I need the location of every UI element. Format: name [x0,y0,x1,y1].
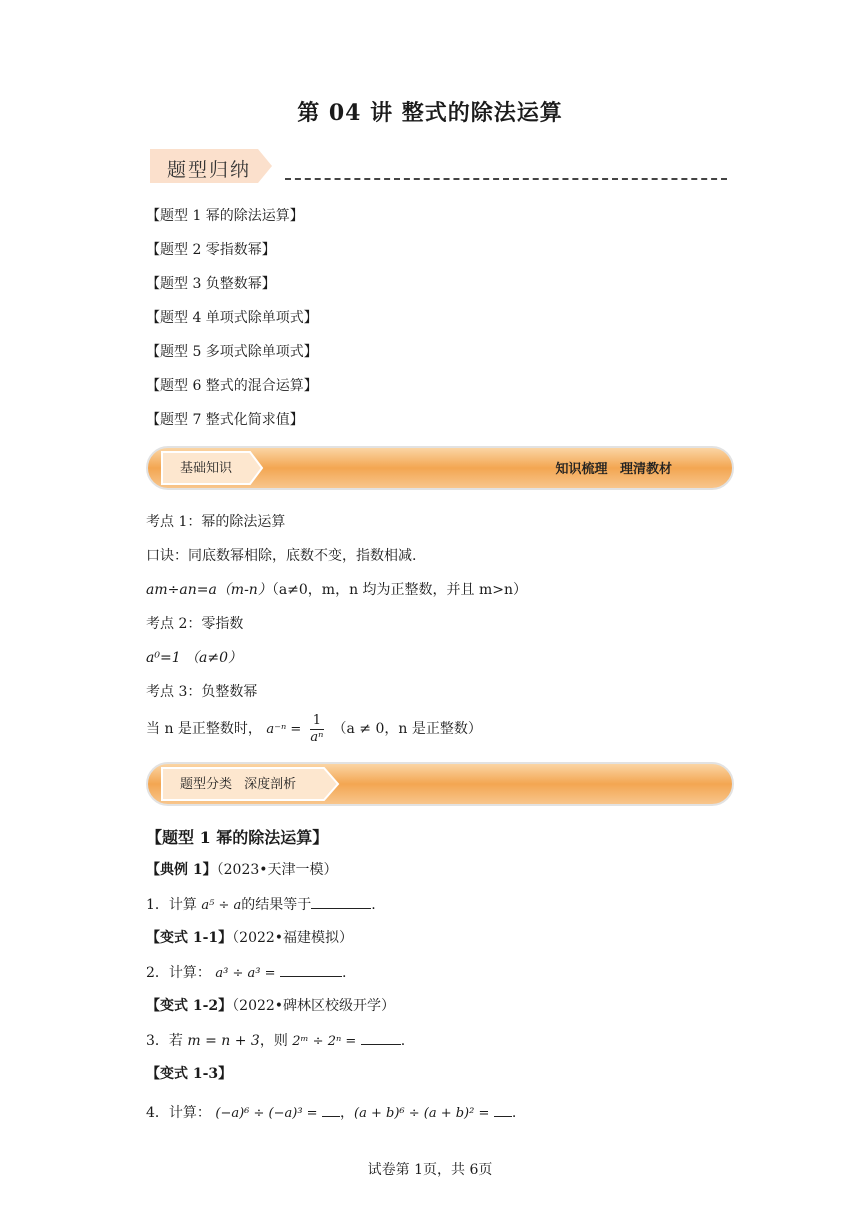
math-expression: a³ ÷ a³ = [215,966,276,981]
knowledge-point-3: 考点 3：负整数幂 [146,684,258,700]
question-text: ，则 [259,1033,288,1049]
banner-label-left: 基础知识 [180,461,233,476]
toc-item: 【题型 6 整式的混合运算】 [146,378,318,394]
banner-label-right: 知识梳理 理清教材 [555,462,672,477]
formula-3 [146,712,482,747]
question-1: 1．计算 a⁵ ÷ a的结果等于 . [146,894,376,916]
formula-3-lhs: a⁻ⁿ = [266,722,302,737]
formula-3-prefix: 当 n 是正整数时， [146,721,262,737]
fraction-denominator: aⁿ [310,729,324,745]
math-expression: (a + b)⁶ ÷ (a + b)² = [354,1106,490,1121]
variant-tag: 【变式 1-2】 [146,998,233,1014]
question-number: 3．若 [146,1033,183,1049]
variant-1-3-header [146,1064,232,1084]
question-number: 1．计算 [146,897,197,913]
question-4: 4．计算： (−a)⁶ ÷ (−a)³ = ，(a + b)⁶ ÷ (a + b)² = . [146,1102,516,1124]
page-footer: 试卷第 1页，共 6页 [367,1162,493,1178]
math-expression: 2ᵐ ÷ 2ⁿ = [292,1034,357,1049]
math-expression: a⁵ ÷ a [201,898,242,913]
toc-item: 【题型 2 零指数幂】 [146,242,276,258]
math-expression: m = n + 3 [187,1033,260,1049]
formula-2: a⁰=1 （a≠0） [146,650,243,666]
formula-1-condition: （a≠0，m，n 均为正整数，并且 m>n） [271,582,528,598]
variant-1-2-header [146,996,395,1016]
variant-source: （2022•福建模拟） [232,930,354,946]
toc-item: 【题型 5 多项式除单项式】 [146,344,318,360]
question-2: 2．计算： a³ ÷ a³ = . [146,962,346,984]
banner-question-types [146,761,734,807]
knowledge-point-2: 考点 2：零指数 [146,616,244,632]
question-3: 3．若 m = n + 3，则 2ᵐ ÷ 2ⁿ = . [146,1030,405,1052]
answer-blank [361,1030,401,1045]
toc-item: 【题型 1 幂的除法运算】 [146,208,304,224]
question-number: 4．计算： [146,1105,211,1121]
variant-source: （2022•碑林区校级开学） [232,998,396,1014]
example-source: （2023•天津一模） [216,862,338,878]
math-expression: (−a)⁶ ÷ (−a)³ = [215,1106,318,1121]
formula-1-main: am÷an=a（m-n） [146,582,272,598]
toc-item: 【题型 7 整式化简求值】 [146,412,304,428]
variant-tag: 【变式 1-3】 [146,1066,233,1082]
section-heading: 【题型 1 幂的除法运算】 [146,828,329,847]
formula-3-condition: （a ≠ 0，n 是正整数） [332,721,482,737]
separator: ， [340,1105,355,1121]
toc-item: 【题型 4 单项式除单项式】 [146,310,318,326]
section-tag-label: 题型归纳 [167,159,252,181]
example-tag: 【典例 1】 [146,862,217,878]
dashed-divider [285,178,727,180]
fraction [310,713,324,746]
formula-1 [146,580,527,600]
section-tag [150,149,272,183]
page-title: 第 04 讲 整式的除法运算 [297,100,563,126]
toc-item: 【题型 3 负整数幂】 [146,276,276,292]
variant-tag: 【变式 1-1】 [146,930,233,946]
banner-label-left: 题型分类 深度剖析 [180,777,297,792]
fraction-numerator: 1 [310,713,324,730]
answer-blank [322,1102,340,1117]
variant-1-1-header [146,928,353,948]
question-text: 的结果等于 [241,897,312,913]
question-number: 2．计算： [146,965,211,981]
knowledge-point-1: 考点 1：幂的除法运算 [146,514,286,530]
banner-basic-knowledge [146,445,734,491]
answer-blank [494,1102,512,1117]
answer-blank [280,962,342,977]
rhyme: 口诀：同底数幂相除，底数不变，指数相减. [146,548,417,564]
example-1-header [146,860,338,880]
answer-blank [311,894,371,909]
